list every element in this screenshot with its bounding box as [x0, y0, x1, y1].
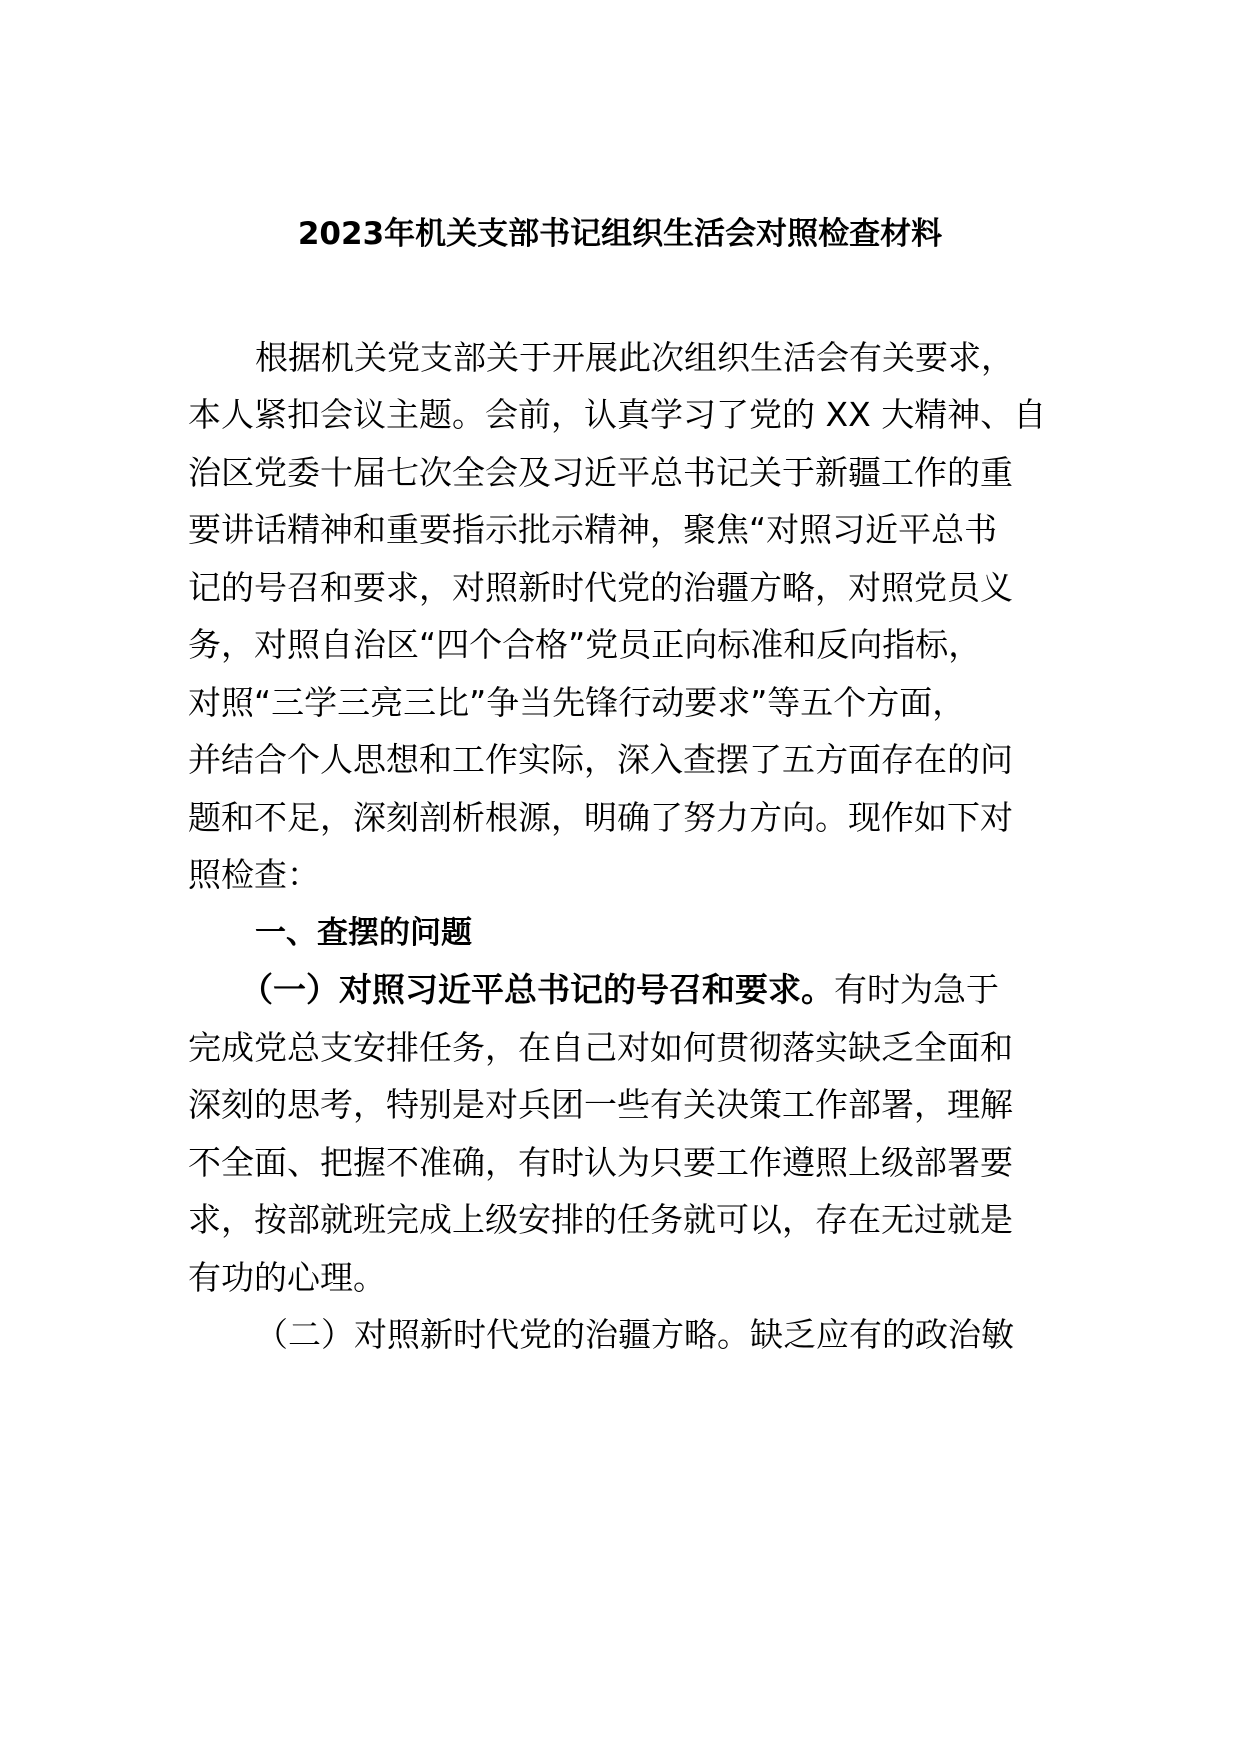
paragraph-line: 照检查：: [188, 855, 320, 894]
document-title: 2023年机关支部书记组织生活会对照检查材料: [297, 216, 943, 252]
paragraph-line: 本人紧扣会议主题。会前，认真学习了党的 XX 大精神、自: [188, 395, 1047, 434]
subsection-heading: （一）对照习近平总书记的号召和要求。: [240, 970, 834, 1009]
paragraph-line: 务，对照自治区“四个合格”党员正向标准和反向指标，: [188, 625, 982, 664]
subsection-line: [240, 968, 999, 1012]
paragraph-line: 深刻的思考，特别是对兵团一些有关决策工作部署，理解: [188, 1085, 1013, 1124]
subsection-text: 有时为急于: [834, 970, 999, 1009]
paragraph-line: 有功的心理。: [188, 1258, 386, 1297]
subsection-line: （二）对照新时代党的治疆方略。缺乏应有的政治敏: [255, 1315, 1014, 1354]
paragraph-line: 治区党委十届七次全会及习近平总书记关于新疆工作的重: [188, 453, 1013, 492]
section-heading: 一、查摆的问题: [255, 915, 472, 951]
paragraph-line: 记的号召和要求，对照新时代党的治疆方略，对照党员义: [188, 568, 1013, 607]
paragraph-line: 不全面、把握不准确，有时认为只要工作遵照上级部署要: [188, 1143, 1013, 1182]
paragraph-line: 完成党总支安排任务，在自己对如何贯彻落实缺乏全面和: [188, 1028, 1013, 1067]
paragraph-line: 题和不足，深刻剖析根源，明确了努力方向。现作如下对: [188, 798, 1013, 837]
paragraph-line: 要讲话精神和重要指示批示精神，聚焦“对照习近平总书: [188, 510, 998, 549]
paragraph-line: 对照“三学三亮三比”争当先锋行动要求”等五个方面，: [188, 683, 966, 722]
paragraph-line: 根据机关党支部关于开展此次组织生活会有关要求，: [255, 338, 1014, 377]
paragraph-line: 并结合个人思想和工作实际，深入查摆了五方面存在的问: [188, 740, 1013, 779]
paragraph-line: 求，按部就班完成上级安排的任务就可以，存在无过就是: [188, 1200, 1013, 1239]
